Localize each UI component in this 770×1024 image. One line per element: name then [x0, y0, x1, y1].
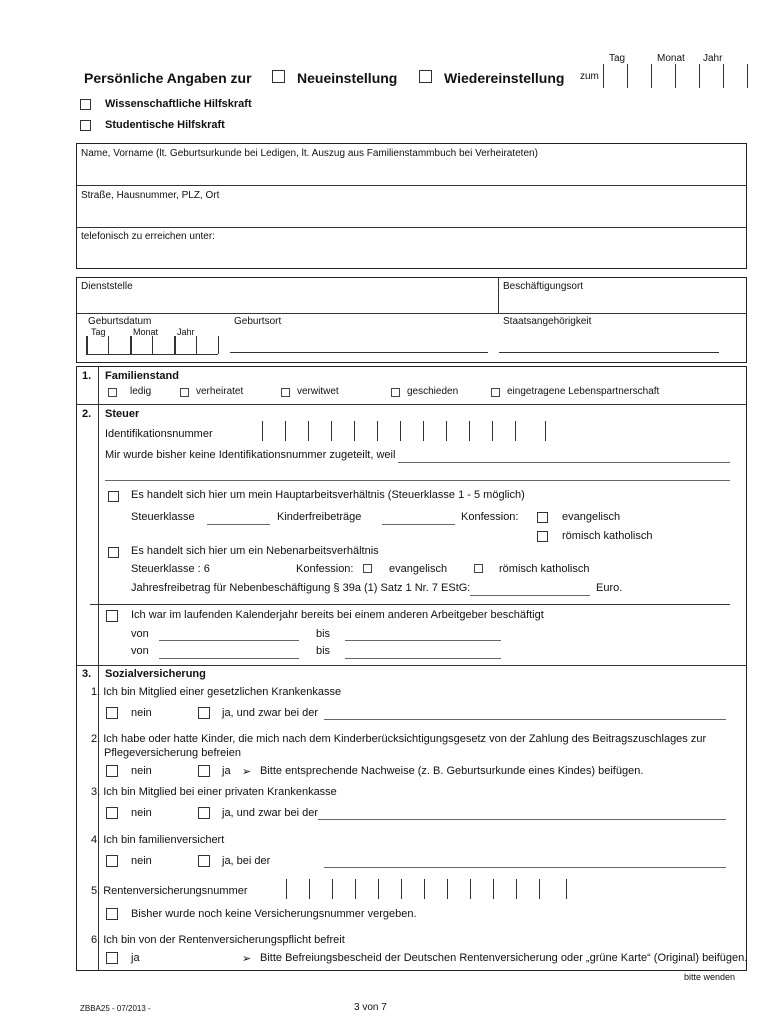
telefon-field-label: telefonisch zu erreichen unter: [81, 231, 215, 242]
keine-vnr-label: Bisher wurde noch keine Versicherungsnummer vergeben. [131, 908, 417, 920]
header-jahr-label: Jahr [703, 53, 723, 64]
evangelisch-checkbox[interactable] [537, 512, 548, 523]
geb-monat-label: Monat [133, 327, 159, 337]
verheiratet-label: verheiratet [196, 386, 244, 397]
rvnr-input[interactable] [286, 879, 567, 899]
dienststelle-label: Dienststelle [81, 281, 133, 292]
hauptarbeit-label: Es handelt sich hier um mein Hauptarbeitsverhältnis (Steuerklasse 1 - 5 möglich) [131, 489, 525, 501]
wiss-hilfskraft-label: Wissenschaftliche Hilfskraft [105, 98, 252, 110]
form-code: ZBBA25 - 07/2013 - [80, 1004, 151, 1013]
evangelisch2-label: evangelisch [389, 563, 448, 575]
start-date-input[interactable] [603, 64, 748, 88]
q2-nein-label: nein [131, 765, 152, 777]
q2-nachweise-label: Bitte entsprechende Nachweise (z. B. Geburtsurkunde eines Kindes) beifügen. [260, 765, 644, 777]
q3-label: 3. Ich bin Mitglied bei einer privaten Krankenkasse [91, 786, 337, 798]
q3-ja-checkbox[interactable] [198, 807, 210, 819]
nebenarbeit-checkbox[interactable] [108, 547, 119, 558]
evangelisch-label: evangelisch [562, 511, 621, 523]
q4-nein-checkbox[interactable] [106, 855, 118, 867]
lebenspartnerschaft-label: eingetragene Lebenspartnerschaft [507, 386, 660, 397]
q4-nein-label: nein [131, 855, 152, 867]
steuerklasse-label: Steuerklasse [131, 511, 195, 523]
arrow-icon: ➢ [242, 766, 252, 778]
section3-number: 3. [82, 668, 92, 680]
section1-number: 1. [82, 370, 92, 382]
ledig-label: ledig [130, 386, 152, 397]
q3-nein-label: nein [131, 807, 152, 819]
wiss-hilfskraft-checkbox[interactable] [80, 99, 91, 110]
geburtsort-label: Geburtsort [234, 316, 282, 327]
q1-nein-label: nein [131, 707, 152, 719]
neueinstellung-checkbox[interactable] [272, 70, 285, 83]
steuerklasse-input[interactable] [207, 524, 270, 525]
anderer-arbeitgeber-label: Ich war im laufenden Kalenderjahr bereits bei einem anderen Arbeitgeber beschäftigt [131, 609, 544, 621]
anderer-arbeitgeber-checkbox[interactable] [106, 610, 118, 622]
q3-kasse-input[interactable] [318, 819, 726, 820]
name-field-label: Name, Vorname (lt. Geburtsurkunde bei Ledigen, lt. Auszug aus Familienstammbuch bei Verheirateten) [81, 148, 538, 159]
von1-label: von [131, 628, 149, 640]
telefon-input[interactable] [80, 243, 740, 265]
section1-title: Familienstand [105, 370, 179, 382]
geb-jahr-label: Jahr [177, 327, 195, 337]
q2-label-line2: Pflegeversicherung befreien [104, 747, 241, 759]
strasse-field-label: Straße, Hausnummer, PLZ, Ort [81, 190, 220, 201]
q2-ja-checkbox[interactable] [198, 765, 210, 777]
stud-hilfskraft-checkbox[interactable] [80, 120, 91, 131]
beschaeftigungsort-label: Beschäftigungsort [503, 281, 584, 292]
ledig-checkbox[interactable] [108, 388, 117, 397]
katholisch2-label: römisch katholisch [499, 563, 590, 575]
q1-ja-checkbox[interactable] [198, 707, 210, 719]
dienststelle-input[interactable] [80, 293, 494, 311]
katholisch-label: römisch katholisch [562, 530, 653, 542]
hauptarbeit-checkbox[interactable] [108, 491, 119, 502]
lebenspartnerschaft-checkbox[interactable] [491, 388, 500, 397]
steuerklasse6-label: Steuerklasse : 6 [131, 563, 210, 575]
freibetrag-label: Jahresfreibetrag für Nebenbeschäftigung § 39a (1) Satz 1 Nr. 7 EStG: [131, 582, 471, 594]
neueinstellung-label: Neueinstellung [297, 70, 398, 86]
q1-kasse-input[interactable] [324, 719, 726, 720]
q2-label-line1: 2. Ich habe oder hatte Kinder, die mich nach dem Kinderberücksichtigungsgesetz von der Zahlung des Beitragszuschlages zur [91, 733, 707, 745]
section3-title: Sozialversicherung [105, 668, 206, 680]
q6-ja-checkbox[interactable] [106, 952, 118, 964]
name-input[interactable] [80, 160, 740, 182]
page-number: 3 von 7 [354, 1002, 387, 1013]
q1-nein-checkbox[interactable] [106, 707, 118, 719]
section2-title: Steuer [105, 408, 140, 420]
wiedereinstellung-checkbox[interactable] [419, 70, 432, 83]
q4-ja-label: ja, bei der [222, 855, 271, 867]
konfession2-label: Konfession: [296, 563, 354, 575]
idnr-input[interactable] [262, 421, 546, 441]
q1-ja-label: ja, und zwar bei der [222, 707, 318, 719]
geburtsort-input[interactable] [230, 352, 488, 353]
q6-label: 6. Ich bin von der Rentenversicherungspflicht befreit [91, 934, 345, 946]
nebenarbeit-label: Es handelt sich hier um ein Nebenarbeitsverhältnis [131, 545, 379, 557]
q4-kasse-input[interactable] [324, 867, 726, 868]
von2-input[interactable] [159, 658, 299, 659]
q4-ja-checkbox[interactable] [198, 855, 210, 867]
arrow-icon: ➢ [242, 953, 252, 965]
q3-ja-label: ja, und zwar bei der [222, 807, 318, 819]
form-title: Persönliche Angaben zur [84, 70, 252, 86]
bis2-input[interactable] [345, 658, 501, 659]
keine-idnr-reason-line2[interactable] [105, 480, 730, 481]
q4-label: 4. Ich bin familienversichert [91, 834, 225, 846]
q2-nein-checkbox[interactable] [106, 765, 118, 777]
staatsangehoerigkeit-label: Staatsangehörigkeit [503, 316, 592, 327]
staatsangehoerigkeit-input[interactable] [499, 352, 719, 353]
geschieden-label: geschieden [407, 386, 459, 397]
stud-hilfskraft-label: Studentische Hilfskraft [105, 119, 225, 131]
evangelisch2-checkbox[interactable] [363, 564, 372, 573]
beschaeftigungsort-input[interactable] [502, 293, 742, 311]
employment-box [76, 277, 747, 363]
katholisch-checkbox[interactable] [537, 531, 548, 542]
von1-input[interactable] [159, 640, 299, 641]
euro-label: Euro. [596, 582, 623, 594]
keine-vnr-checkbox[interactable] [106, 908, 118, 920]
header-tag-label: Tag [609, 53, 626, 64]
header-monat-label: Monat [657, 53, 685, 64]
verwitwet-label: verwitwet [297, 386, 339, 397]
strasse-input[interactable] [80, 202, 740, 224]
katholisch2-checkbox[interactable] [474, 564, 483, 573]
q6-befreiung-label: Bitte Befreiungsbescheid der Deutschen Rentenversicherung oder „grüne Karte“ (Original) beifügen. [260, 952, 748, 964]
keine-idnr-reason-input[interactable] [398, 462, 730, 463]
geschieden-checkbox[interactable] [391, 388, 400, 397]
kinderfreibetraege-label: Kinderfreibeträge [277, 511, 362, 523]
verheiratet-checkbox[interactable] [180, 388, 189, 397]
q6-ja-label: ja [131, 952, 140, 964]
von2-label: von [131, 645, 149, 657]
bis2-label: bis [316, 645, 331, 657]
q1-label: 1. Ich bin Mitglied einer gesetzlichen Krankenkasse [91, 686, 342, 698]
bitte-wenden: bitte wenden [684, 972, 736, 982]
geburtsdatum-label: Geburtsdatum [88, 316, 152, 327]
header-zum-label: zum [580, 71, 599, 82]
section2-number: 2. [82, 408, 92, 420]
wiedereinstellung-label: Wiedereinstellung [444, 70, 565, 86]
bis1-input[interactable] [345, 640, 501, 641]
kinderfreibetraege-input[interactable] [382, 524, 455, 525]
geb-tag-label: Tag [91, 327, 106, 337]
q3-nein-checkbox[interactable] [106, 807, 118, 819]
q2-ja-label: ja [222, 765, 231, 777]
q5-label: 5. Rentenversicherungsnummer [91, 885, 248, 897]
freibetrag-input[interactable] [470, 595, 590, 596]
bis1-label: bis [316, 628, 331, 640]
keine-idnr-label: Mir wurde bisher keine Identifikationsnummer zugeteilt, weil [105, 449, 396, 461]
konfession-label: Konfession: [461, 511, 519, 523]
idnr-label: Identifikationsnummer [105, 428, 213, 440]
verwitwet-checkbox[interactable] [281, 388, 290, 397]
